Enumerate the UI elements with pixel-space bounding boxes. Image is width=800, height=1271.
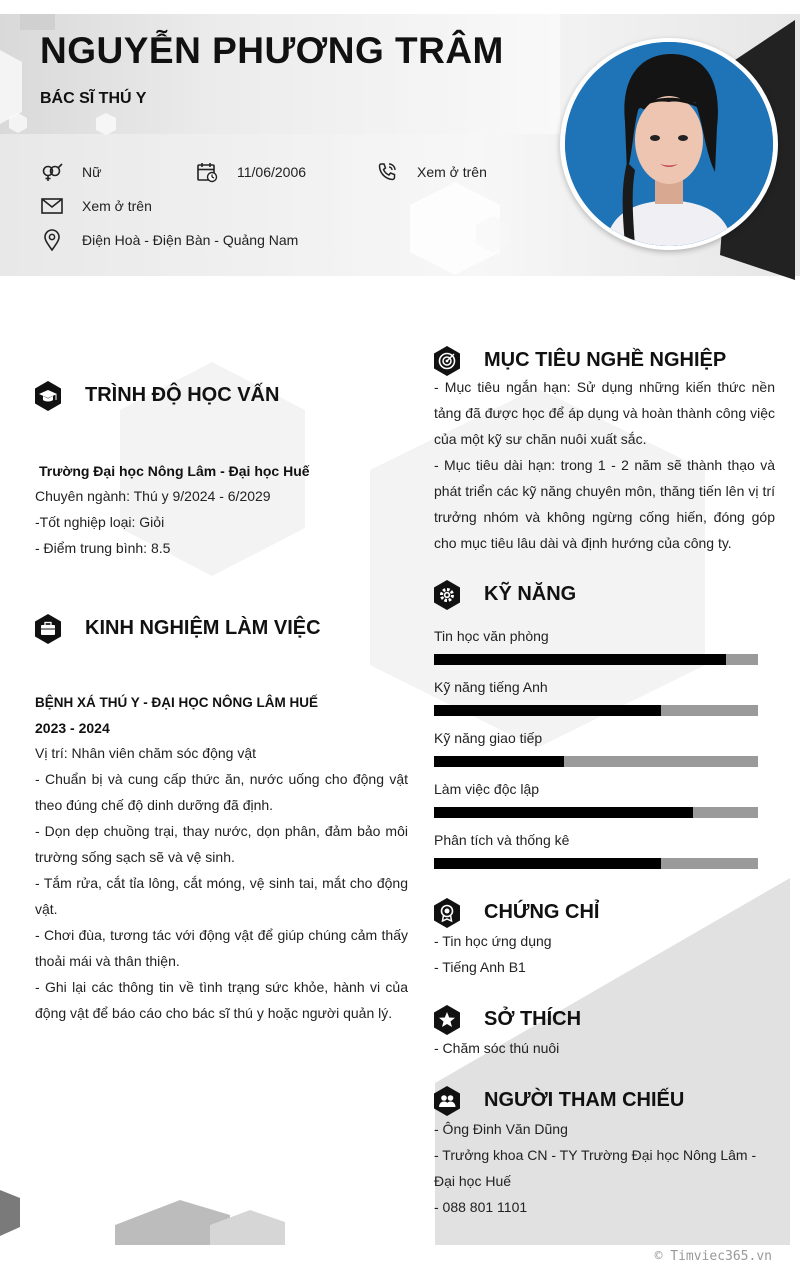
gender-icon — [40, 160, 64, 184]
hobby-item: - Chăm sóc thú nuôi — [434, 1040, 560, 1056]
reference-phone: - 088 801 1101 — [434, 1199, 528, 1215]
skill-bar-fill — [434, 705, 661, 716]
experience-duties — [35, 766, 408, 1026]
phone-info — [375, 160, 487, 184]
birthdate-value: 11/06/2006 — [237, 164, 307, 180]
users-icon — [433, 1086, 461, 1116]
map-pin-icon — [40, 228, 64, 252]
skill-bar — [434, 654, 758, 665]
address-value: Điện Hoà - Điện Bàn - Quảng Nam — [82, 232, 299, 248]
experience-duty: - Dọn dẹp chuồng trại, thay nước, dọn phân, đảm bảo môi trường sống sạch sẽ và vệ sinh. — [35, 823, 408, 865]
star-icon — [433, 1005, 461, 1035]
education-gpa: - Điểm trung bình: 8.5 — [35, 540, 171, 556]
experience-position: Vị trí: Nhân viên chăm sóc động vật — [35, 745, 256, 761]
avatar — [565, 42, 773, 246]
skill-bar-fill — [434, 858, 661, 869]
references-title: NGƯỜI THAM CHIẾU — [484, 1089, 685, 1111]
hobbies-title: SỞ THÍCH — [484, 1008, 582, 1030]
candidate-name: NGUYỄN PHƯƠNG TRÂM — [40, 30, 504, 71]
experience-duty: - Chuẩn bị và cung cấp thức ăn, nước uống cho động vật theo đúng chế độ dinh dưỡng đã định. — [35, 771, 408, 813]
experience-company: BỆNH XÁ THÚ Y - ĐẠI HỌC NÔNG LÂM HUẾ — [35, 695, 319, 710]
target-icon — [433, 346, 461, 376]
objective-long-term: - Mục tiêu dài hạn: trong 1 - 2 năm sẽ thành thạo và phát triển các kỹ năng chuyên môn, thăng tiến lên vị trí trưởng nhóm và không ngừng cống hiến, đóng góp cho mục tiêu lâu dài và định hướng của công ty. — [434, 457, 775, 551]
education-grade: -Tốt nghiệp loại: Giỏi — [35, 514, 165, 530]
gender-value: Nữ — [82, 164, 102, 180]
certificate-item: - Tiếng Anh B1 — [434, 959, 526, 975]
education-school: Trường Đại học Nông Lâm - Đại học Huế — [39, 463, 310, 479]
reference-role: - Trưởng khoa CN - TY Trường Đại học Nông Lâm - Đại học Huế — [434, 1147, 757, 1189]
email-value: Xem ở trên — [82, 198, 152, 214]
education-major: Chuyên ngành: Thú y 9/2024 - 6/2029 — [35, 488, 271, 504]
job-title: BÁC SĨ THÚ Y — [40, 90, 147, 107]
skill-bar — [434, 756, 758, 767]
email-info — [40, 194, 152, 218]
skill-label: Tin học văn phòng — [434, 628, 549, 644]
gear-icon — [433, 580, 461, 610]
experience-duty: - Chơi đùa, tương tác với động vật để giúp chúng cảm thấy thoải mái và thân thiện. — [35, 927, 408, 969]
certificates-title: CHỨNG CHỈ — [484, 901, 600, 923]
skill-label: Làm việc độc lập — [434, 781, 540, 797]
phone-icon — [375, 160, 399, 184]
calendar-icon — [195, 160, 219, 184]
experience-duty: - Ghi lại các thông tin về tình trạng sức khỏe, hành vi của động vật để báo cáo cho bác sĩ thú y hoặc người quản lý. — [35, 979, 408, 1021]
skill-bar-fill — [434, 807, 693, 818]
skill-label: Kỹ năng tiếng Anh — [434, 679, 548, 695]
skills-title: KỸ NĂNG — [484, 583, 577, 605]
watermark: © Timviec365.vn — [654, 1249, 772, 1264]
skill-label: Phân tích và thống kê — [434, 832, 570, 848]
objective-title: MỤC TIÊU NGHỀ NGHIỆP — [484, 349, 727, 371]
experience-title: KINH NGHIỆM LÀM VIỆC — [85, 617, 321, 639]
objective-content — [434, 374, 775, 556]
envelope-icon — [40, 194, 64, 218]
skill-bar-fill — [434, 756, 564, 767]
skill-bar — [434, 858, 758, 869]
gender-info — [40, 160, 101, 184]
skill-bar — [434, 705, 758, 716]
graduation-cap-icon — [34, 381, 62, 411]
address-info — [40, 228, 298, 252]
award-icon — [433, 898, 461, 928]
briefcase-icon — [34, 614, 62, 644]
certificate-item: - Tin học ứng dụng — [434, 933, 552, 949]
skill-bar-fill — [434, 654, 726, 665]
education-title: TRÌNH ĐỘ HỌC VẤN — [85, 384, 280, 406]
skill-label: Kỹ năng giao tiếp — [434, 730, 543, 746]
birthdate-info — [195, 160, 306, 184]
skill-bar — [434, 807, 758, 818]
reference-name: - Ông Đinh Văn Dũng — [434, 1121, 568, 1137]
objective-short-term: - Mục tiêu ngắn hạn: Sử dụng những kiến thức nền tảng đã được học để áp dụng và hoàn thành công việc của một kỹ sư chăn nuôi xuất sắc. — [434, 379, 775, 447]
experience-duty: - Tắm rửa, cắt tỉa lông, cắt móng, vệ sinh tai, mắt cho động vật. — [35, 875, 408, 917]
experience-period: 2023 - 2024 — [35, 720, 110, 736]
phone-value: Xem ở trên — [417, 164, 487, 180]
